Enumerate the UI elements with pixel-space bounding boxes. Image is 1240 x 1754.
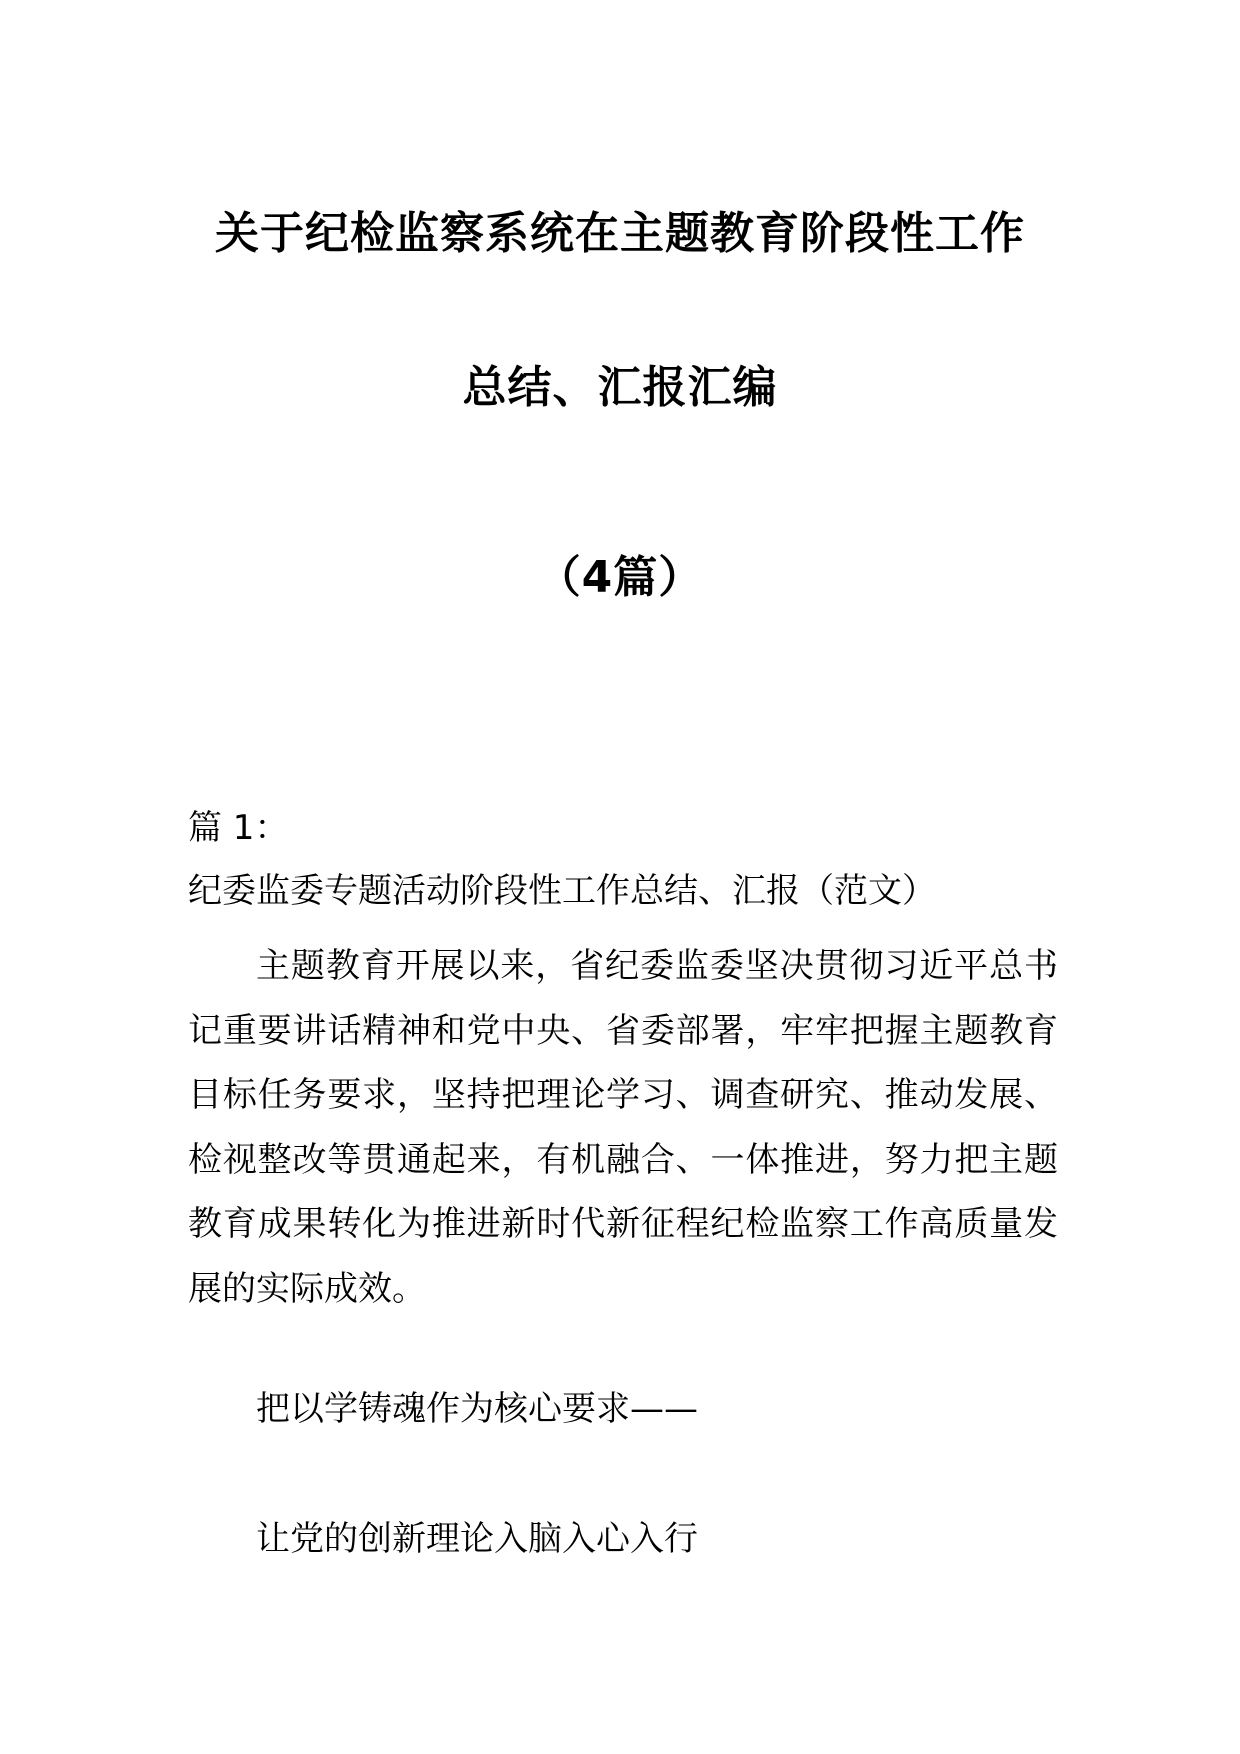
paragraph-line: 记重要讲话精神和党中央、省委部署，牢牢把握主题教育 (188, 1010, 1058, 1051)
section-heading: 把以学铸魂作为核心要求—— (256, 1389, 698, 1429)
part-subtitle: 纪委监委专题活动阶段性工作总结、汇报（范文） (188, 871, 936, 911)
document-title-line-2: 总结、汇报汇编 (462, 362, 778, 413)
intro-paragraph (188, 934, 1058, 1321)
paragraph-line: 教育成果转化为推进新时代新征程纪检监察工作高质量发 (188, 1204, 1058, 1244)
paragraph-line: 展的实际成效。 (188, 1268, 426, 1309)
paragraph-line: 检视整改等贯通起来，有机融合、一体推进，努力把主题 (188, 1139, 1058, 1180)
section-heading: 让党的创新理论入脑入心入行 (256, 1519, 698, 1559)
paragraph-line: 主题教育开展以来，省纪委监委坚决贯彻习近平总书 (256, 946, 1058, 986)
document-title-count: （4篇） (536, 552, 704, 603)
paragraph-line: 目标任务要求，坚持把理论学习、调查研究、推动发展、 (188, 1075, 1058, 1115)
part-label: 篇 1： (188, 808, 289, 848)
document-title-line-1: 关于纪检监察系统在主题教育阶段性工作 (215, 208, 1025, 259)
